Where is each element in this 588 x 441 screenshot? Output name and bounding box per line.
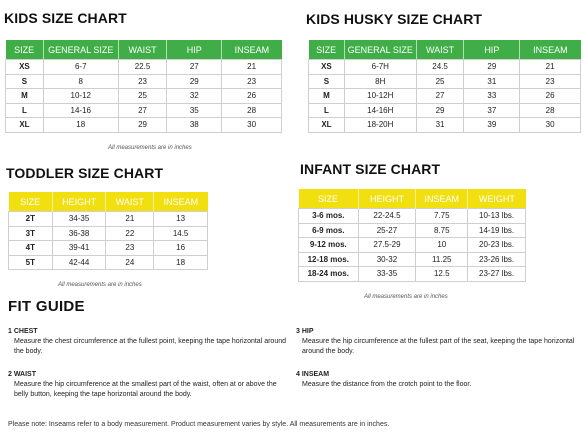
table-cell: 23-27 lbs.: [468, 267, 526, 282]
table-row: [299, 252, 526, 267]
table-row: [299, 223, 526, 238]
size-cell: 12-18 mos.: [299, 252, 359, 267]
table-cell: 30: [520, 118, 581, 133]
table-cell: 21: [520, 60, 581, 75]
table-cell: 36-38: [52, 226, 106, 241]
column-header: HEIGHT: [358, 189, 416, 209]
size-cell: 3-6 mos.: [299, 209, 359, 224]
size-cell: XS: [309, 60, 345, 75]
header-row: [9, 192, 208, 212]
table-cell: 29: [464, 60, 520, 75]
table-cell: 29: [416, 103, 464, 118]
hip-heading: 3 HIP: [296, 328, 314, 335]
column-header: INSEAM: [520, 40, 581, 60]
table-cell: 18: [154, 255, 208, 270]
table-row: [299, 209, 526, 224]
size-cell: 2T: [9, 212, 53, 227]
table-cell: 18-20H: [344, 118, 416, 133]
husky-size-table: [308, 40, 581, 133]
table-row: [6, 89, 282, 104]
table-row: [309, 118, 581, 133]
table-cell: 6-7H: [344, 60, 416, 75]
table-cell: 26: [520, 89, 581, 104]
fit-guide-chest: [8, 327, 286, 357]
column-header: WAIST: [416, 40, 464, 60]
table-cell: 10-12: [43, 89, 118, 104]
table-cell: 14-16: [43, 103, 118, 118]
chest-heading: 1 CHEST: [8, 328, 38, 335]
table-cell: 16: [154, 241, 208, 256]
table-cell: 37: [464, 103, 520, 118]
size-cell: XL: [309, 118, 345, 133]
column-header: INSEAM: [154, 192, 208, 212]
table-cell: 32: [167, 89, 222, 104]
column-header: SIZE: [299, 189, 359, 209]
kids-size-table: [5, 40, 282, 133]
column-header: SIZE: [9, 192, 53, 212]
size-cell: 3T: [9, 226, 53, 241]
table-cell: 23-26 lbs.: [468, 252, 526, 267]
table-row: [6, 118, 282, 133]
kids-note: All measurements are in inches: [108, 145, 192, 151]
table-row: [9, 226, 208, 241]
inseam-heading: 4 INSEAM: [296, 371, 330, 378]
column-header: HIP: [464, 40, 520, 60]
table-row: [6, 74, 282, 89]
table-cell: 23: [118, 74, 167, 89]
table-row: [9, 241, 208, 256]
size-cell: L: [309, 103, 345, 118]
infant-size-table: [298, 189, 526, 282]
table-cell: 21: [106, 212, 154, 227]
table-cell: 14.5: [154, 226, 208, 241]
toddler-size-table: [8, 192, 208, 270]
table-cell: 27: [167, 60, 222, 75]
table-cell: 33: [464, 89, 520, 104]
table-cell: 33-35: [358, 267, 416, 282]
kids-chart-title: KIDS SIZE CHART: [4, 10, 127, 26]
toddler-note: All measurements are in inches: [58, 282, 142, 288]
size-cell: L: [6, 103, 44, 118]
table-cell: 22: [106, 226, 154, 241]
husky-chart-title: KIDS HUSKY SIZE CHART: [306, 11, 483, 27]
table-cell: 39: [464, 118, 520, 133]
table-cell: 23: [520, 74, 581, 89]
fit-guide-waist: [8, 370, 286, 400]
header-row: [299, 189, 526, 209]
column-header: WAIST: [106, 192, 154, 212]
size-cell: 5T: [9, 255, 53, 270]
table-cell: 22-24.5: [358, 209, 416, 224]
column-header: HIP: [167, 40, 222, 60]
table-row: [299, 267, 526, 282]
table-cell: 20-23 lbs.: [468, 238, 526, 253]
table-cell: 6-7: [43, 60, 118, 75]
size-cell: 9-12 mos.: [299, 238, 359, 253]
table-row: [309, 89, 581, 104]
infant-note: All measurements are in inches: [364, 294, 448, 300]
table-cell: 31: [416, 118, 464, 133]
table-cell: 10-12H: [344, 89, 416, 104]
size-cell: XS: [6, 60, 44, 75]
table-row: [309, 60, 581, 75]
toddler-chart-title: TODDLER SIZE CHART: [6, 165, 164, 181]
column-header: INSEAM: [416, 189, 468, 209]
size-cell: 6-9 mos.: [299, 223, 359, 238]
fit-guide-title: FIT GUIDE: [8, 298, 85, 315]
table-cell: 14-19 lbs.: [468, 223, 526, 238]
table-cell: 7.75: [416, 209, 468, 224]
table-cell: 12.5: [416, 267, 468, 282]
size-cell: M: [309, 89, 345, 104]
table-cell: 22.5: [118, 60, 167, 75]
table-row: [9, 212, 208, 227]
footer-note: Please note: Inseams refer to a body measurement. Product measurement varies by style. All measurements are in inches.: [8, 421, 390, 428]
table-row: [309, 74, 581, 89]
table-cell: 30-32: [358, 252, 416, 267]
table-cell: 23: [106, 241, 154, 256]
hip-text: Measure the hip circumference at the fullest part of the seat, keeping the tape horizontal around the body.: [302, 338, 575, 355]
table-cell: 42-44: [52, 255, 106, 270]
table-cell: 29: [167, 74, 222, 89]
table-row: [309, 103, 581, 118]
fit-guide-hip: [296, 327, 580, 357]
column-header: GENERAL SIZE: [43, 40, 118, 60]
column-header: WEIGHT: [468, 189, 526, 209]
table-cell: 25: [416, 74, 464, 89]
table-cell: 21: [222, 60, 282, 75]
table-row: [9, 255, 208, 270]
header-row: [6, 40, 282, 60]
table-cell: 28: [222, 103, 282, 118]
table-cell: 34-35: [52, 212, 106, 227]
size-cell: XL: [6, 118, 44, 133]
column-header: SIZE: [6, 40, 44, 60]
header-row: [309, 40, 581, 60]
waist-heading: 2 WAIST: [8, 371, 37, 378]
size-cell: 4T: [9, 241, 53, 256]
table-cell: 28: [520, 103, 581, 118]
column-header: GENERAL SIZE: [344, 40, 416, 60]
chest-text: Measure the chest circumference at the fullest point, keeping the tape horizontal around the body.: [14, 338, 286, 355]
table-cell: 27: [118, 103, 167, 118]
table-cell: 11.25: [416, 252, 468, 267]
table-cell: 13: [154, 212, 208, 227]
table-cell: 25-27: [358, 223, 416, 238]
table-cell: 35: [167, 103, 222, 118]
table-cell: 8: [43, 74, 118, 89]
table-cell: 24: [106, 255, 154, 270]
table-cell: 27.5-29: [358, 238, 416, 253]
table-cell: 30: [222, 118, 282, 133]
table-cell: 26: [222, 89, 282, 104]
size-cell: 18-24 mos.: [299, 267, 359, 282]
size-cell: M: [6, 89, 44, 104]
table-cell: 10: [416, 238, 468, 253]
table-cell: 38: [167, 118, 222, 133]
table-cell: 24.5: [416, 60, 464, 75]
column-header: INSEAM: [222, 40, 282, 60]
table-cell: 8H: [344, 74, 416, 89]
table-cell: 8.75: [416, 223, 468, 238]
table-cell: 29: [118, 118, 167, 133]
table-row: [6, 60, 282, 75]
fit-guide-inseam: [296, 370, 580, 390]
table-row: [6, 103, 282, 118]
table-cell: 23: [222, 74, 282, 89]
column-header: HEIGHT: [52, 192, 106, 212]
table-cell: 31: [464, 74, 520, 89]
infant-chart-title: INFANT SIZE CHART: [300, 161, 441, 177]
column-header: SIZE: [309, 40, 345, 60]
size-cell: S: [309, 74, 345, 89]
table-cell: 27: [416, 89, 464, 104]
inseam-text: Measure the distance from the crotch point to the floor.: [302, 381, 472, 388]
column-header: WAIST: [118, 40, 167, 60]
table-cell: 39-41: [52, 241, 106, 256]
table-cell: 18: [43, 118, 118, 133]
table-cell: 14-16H: [344, 103, 416, 118]
table-row: [299, 238, 526, 253]
size-cell: S: [6, 74, 44, 89]
table-cell: 10-13 lbs.: [468, 209, 526, 224]
table-cell: 25: [118, 89, 167, 104]
waist-text: Measure the hip circumference at the smallest part of the waist, often at or above the belly button, keeping the tape horizontal around the body.: [14, 381, 277, 398]
